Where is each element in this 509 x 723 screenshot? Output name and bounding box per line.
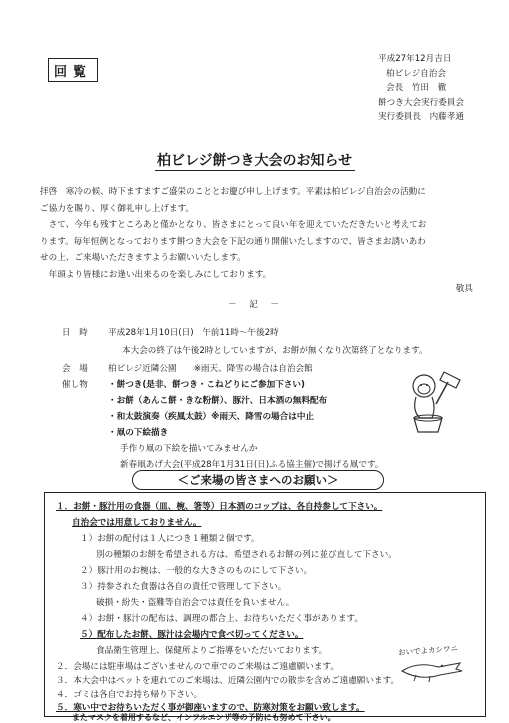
kite-line: 手作り凧の下絵を描いてみませんか [120,444,258,454]
notice-sub-2: ２）豚汁用のお椀は、一般的な大きさのものにして下さい。 [80,566,313,576]
date-label: 日 時 [62,328,88,338]
sender-committee: 餅つき大会実行委員会 [378,97,464,108]
venue-value: 柏ビレジ近隣公園 ※雨天、降雪の場合は自治会館 [108,364,313,374]
date-note: 本大会の終了は午後2時としていますが、お餅が無くなり次第終了となります。 [122,346,428,356]
closing-word: 敬具 [455,284,473,294]
notice-sub-1: １）お餅の配付は１人につき１種類２個です。 [80,534,260,544]
greeting-line: さて、今年も残すところあと僅かとなり、皆さまにとって良い年を迎えていただきたいと考えてお [40,220,427,231]
event-item: ・餅つき(是非、餅つき・こねどりにご参加下さい) [108,380,305,390]
date-value: 平成28年1月10日(日) 午前11時～午後2時 [108,328,279,338]
greeting-line: 年頭より皆様にお逢い出来るのを楽しみにしております。 [40,269,272,280]
sender-block [378,52,464,125]
sender-chair: 実行委員長 内藤孝通 [378,112,464,123]
event-item: ・凧の下絵描き [108,428,169,438]
document-title: 柏ビレジ餅つき大会のお知らせ [156,153,353,169]
greeting-line: せの上、ご来場いただきますようお願いいたします。 [40,253,246,264]
greeting-body [40,184,480,284]
sender-date: 平成27年12月吉日 [378,54,452,64]
greeting-line: ご協力を賜り、厚く御礼申し上げます。 [40,203,195,214]
event-item: ・お餅（あんこ餅・きな粉餅）、豚汁、日本酒の無料配布 [108,396,328,406]
ki-heading: － 記 － [228,300,281,310]
greeting-line: ります。毎年恒例となっております餅つき大会を下記の通り開催いたしますので、皆さまお誘いあわ [40,236,426,247]
notice-sub-3-note: 破損・紛失・盗難等自治会では責任を負いません。 [96,598,295,608]
sender-president: 会長 竹田 徹 [386,83,447,94]
venue-label: 会 場 [62,364,88,374]
events-label: 催し物 [62,380,88,390]
notice-sub-5: ５）配布したお餅、豚汁は会場内で食べ切ってください。 [80,630,304,640]
doodle-caption: おいでよカシワニ [397,643,459,658]
notice-item-2: ２．会場には駐車場はございませんので車でのご来場はご遠慮願います。 [56,662,339,672]
monkey-mochi-illustration [404,366,466,436]
circulation-stamp: 回覧 [48,58,98,82]
event-item: ・和太鼓演奏（疾風太鼓）※雨天、降雪の場合は中止 [108,412,315,422]
notice-sub-3: ３）持参された食器は各自の責任で管理して下さい。 [80,582,287,592]
notice-heading: ＜ご来場の皆さまへのお願い＞ [132,470,384,490]
kite-line: 新春凧あげ大会(平成28年1月31日(日)ふる協主催)で揚げる凧です。 [120,460,384,470]
notice-item-1-note: 自治会では用意しておりません。 [72,518,202,528]
notice-sub-5-note: 食品衛生管理上、保健所よりご指導をいただいております。 [96,646,328,656]
notice-item-5: ５．寒い中でお待ちいただく事が御座いますので、防寒対策をお願い致します。 [56,703,365,713]
notice-item-3: ３．本大会中はペットを連れてのご来場は、近隣公園内での散歩を含めご遠慮願います。 [56,676,400,686]
notice-item-4: ４．ゴミは各自でお持ち帰り下さい。 [56,690,203,700]
title-underline [155,170,355,171]
notice-item-5-note: またマスクを着用するなど、インフルエンザ等の予防にも努めて下さい。 [72,713,336,722]
sender-org: 柏ビレジ自治会 [386,68,446,79]
notice-sub-4: ４）お餅・豚汁の配布は、調理の都合上、お待ちいただく事があります。 [80,614,363,624]
notice-sub-1-note: 別の種類のお餅を希望される方は、希望されるお餅の列に並び直して下さい。 [96,550,397,560]
greeting-line: 拝啓 寒冷の候、時下ますますご盛栄のこととお慶び申し上げます。平素は柏ビレジ自治会の活動に [40,187,426,197]
notice-item-1: １．お餅・豚汁用の食器（皿、椀、箸等）日本酒のコップは、各自持参して下さい。 [56,502,383,512]
crocodile-illustration [398,655,468,683]
